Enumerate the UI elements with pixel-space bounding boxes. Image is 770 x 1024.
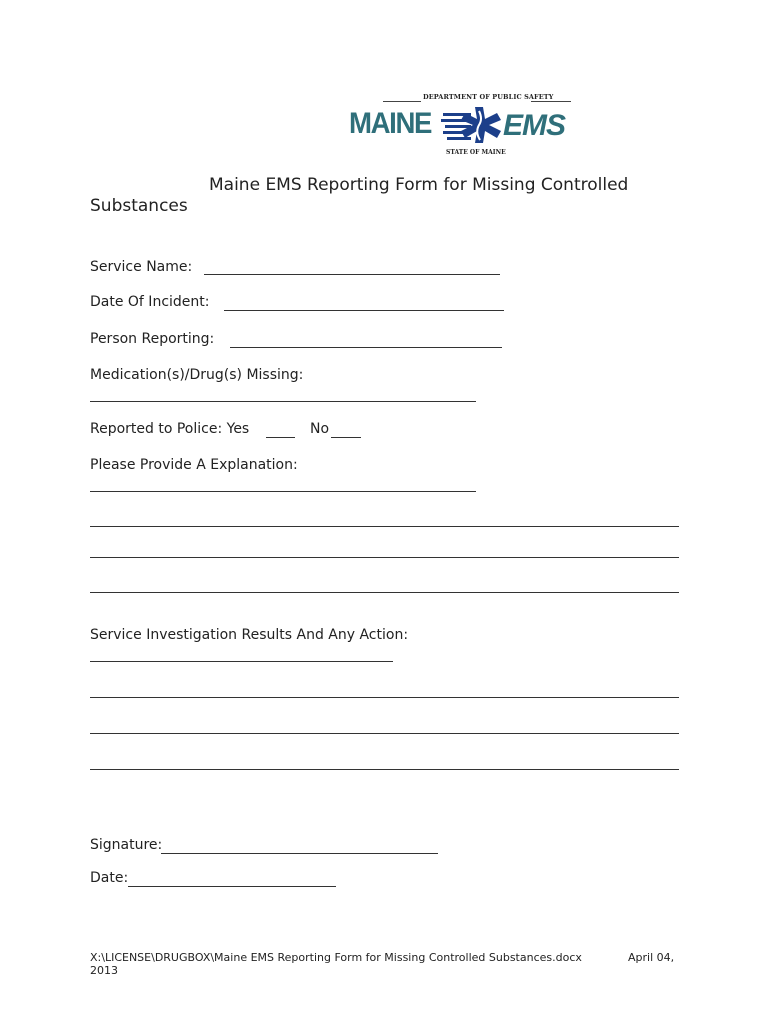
police-no-line[interactable]	[331, 437, 361, 438]
date-line[interactable]	[128, 886, 336, 887]
medications-missing-line[interactable]	[90, 401, 476, 402]
explanation-line-2[interactable]	[90, 526, 679, 527]
logo-rule-left	[383, 101, 421, 102]
person-reporting-label: Person Reporting:	[90, 331, 215, 347]
logo-maine-word: MAINE	[349, 107, 432, 140]
signature-line[interactable]	[161, 853, 438, 854]
footer-year: 2013	[90, 964, 118, 977]
date-label: Date:	[90, 870, 129, 886]
date-of-incident-label: Date Of Incident:	[90, 294, 210, 310]
maine-ems-logo	[343, 93, 581, 159]
footer-file-path: X:\LICENSE\DRUGBOX\Maine EMS Reporting Form for Missing Controlled Substances.docx	[90, 951, 582, 964]
explanation-label: Please Provide A Explanation:	[90, 457, 298, 473]
investigation-line-3[interactable]	[90, 733, 679, 734]
logo-rule-right	[531, 101, 571, 102]
explanation-line-3[interactable]	[90, 557, 679, 558]
investigation-line-1[interactable]	[90, 661, 393, 662]
logo-ems-word: EMS	[503, 109, 566, 142]
logo-bottom-text: STATE OF MAINE	[446, 149, 506, 156]
signature-label: Signature:	[90, 837, 163, 853]
medications-missing-label: Medication(s)/Drug(s) Missing:	[90, 367, 304, 383]
investigation-label: Service Investigation Results And Any Action:	[90, 627, 409, 643]
service-name-line[interactable]	[204, 274, 500, 275]
investigation-line-2[interactable]	[90, 697, 679, 698]
police-yes-line[interactable]	[266, 437, 295, 438]
person-reporting-line[interactable]	[230, 347, 502, 348]
investigation-line-4[interactable]	[90, 769, 679, 770]
logo-top-text: DEPARTMENT OF PUBLIC SAFETY	[423, 93, 554, 101]
footer-date: April 04,	[628, 951, 675, 964]
date-of-incident-line[interactable]	[224, 310, 504, 311]
police-no-label: No	[310, 421, 330, 437]
reported-to-police-label: Reported to Police: Yes	[90, 421, 250, 437]
form-title-line1: Maine EMS Reporting Form for Missing Controlled	[209, 175, 629, 195]
explanation-line-4[interactable]	[90, 592, 679, 593]
service-name-label: Service Name:	[90, 259, 193, 275]
star-of-life-icon	[441, 105, 509, 145]
form-title-line2: Substances	[90, 196, 188, 216]
explanation-line-1[interactable]	[90, 491, 476, 492]
